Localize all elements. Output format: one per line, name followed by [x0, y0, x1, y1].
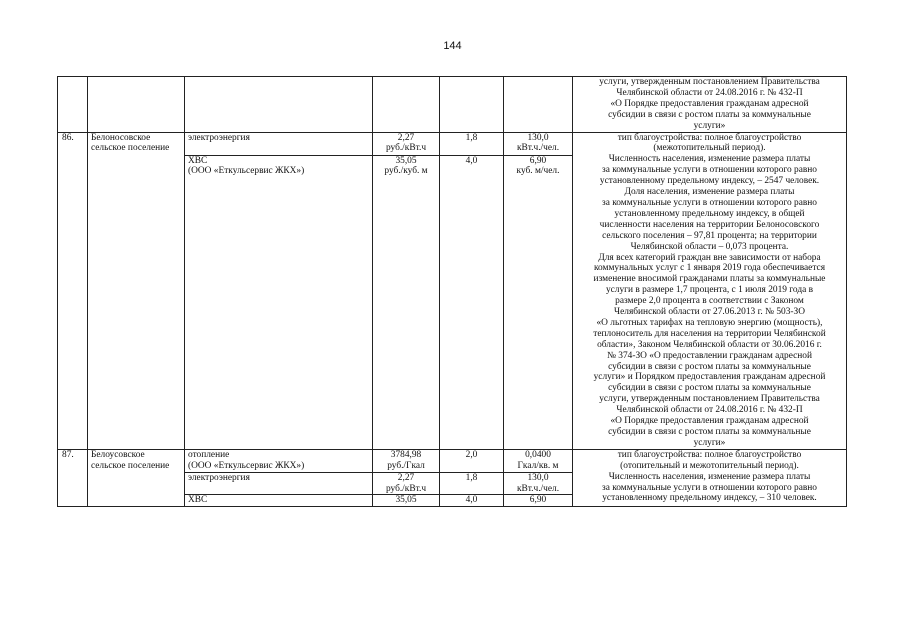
description-line: области», Законом Челябинской области от 30.06.2016 г.	[597, 339, 822, 350]
settlement-name-line: Белоусовское	[91, 449, 145, 460]
index-cell: 1,8	[440, 472, 504, 495]
description-line: услуги в размере 1,7 процента, с 1 июля 2019 года в	[605, 285, 814, 296]
index-cell: 2,0	[440, 449, 504, 472]
service-provider: (ООО «Еткульсервис ЖКХ»)	[188, 166, 305, 177]
settlement-name-line: сельское поселение	[91, 143, 170, 154]
tariff-cell	[373, 132, 440, 155]
description-cell	[573, 132, 847, 449]
description-line: субсидии в связи с ростом платы за коммунальные	[608, 383, 811, 394]
volume-cell	[504, 472, 573, 495]
description-line: за коммунальные услуги в отношении которого равно	[601, 165, 817, 176]
tariff-unit: руб./куб. м	[384, 166, 428, 177]
volume-value: 6,90	[529, 495, 547, 506]
description-line: (отопительный и межотопительный период).	[620, 460, 799, 471]
settlement-name-line: Белоносовское	[91, 132, 151, 143]
settlement-name-line: сельское поселение	[91, 460, 170, 471]
service-cell	[185, 77, 373, 133]
tariff-cell	[373, 472, 440, 495]
settlement-cell	[88, 449, 185, 507]
description-line: № 374-ЗО «О предоставлении гражданам адресной	[606, 350, 813, 361]
tariff-cell	[373, 77, 440, 133]
description-line: тип благоустройства: полное благоустройство	[617, 132, 802, 143]
volume-value: 6,90	[529, 155, 547, 166]
tariff-unit: руб./кВт.ч	[385, 143, 427, 154]
table-row	[58, 77, 847, 133]
description-line: изменение вносимой гражданами платы за коммунальные	[593, 274, 826, 285]
service-cell	[185, 155, 373, 449]
description-cell	[573, 77, 847, 133]
description-line: «О льготных тарифах на тепловую энергию (мощность),	[596, 317, 823, 328]
description-line: за коммунальные услуги в отношении которого равно	[601, 197, 817, 208]
row-number-cell	[58, 77, 88, 133]
description-line: за коммунальные услуги в отношении которого равно	[601, 482, 817, 493]
index-cell: 1,8	[440, 132, 504, 155]
description-line: коммунальных услуг с 1 января 2019 года обеспечивается	[593, 263, 826, 274]
table-row	[58, 449, 847, 472]
description-line: тип благоустройства: полное благоустройство	[617, 449, 802, 460]
description-line: Челябинской области от 24.08.2016 г. № 432-П	[616, 87, 803, 98]
volume-unit: кВт.ч./чел.	[516, 143, 560, 154]
volume-cell	[504, 449, 573, 472]
volume-value: 130,0	[527, 472, 549, 483]
description-line: услуги» и Порядком предоставления гражданам адресной	[593, 372, 826, 383]
description-line: услуги»	[693, 437, 726, 448]
description-line: установленному предельному индексу, – 310 человек.	[602, 493, 817, 504]
description-cell	[573, 449, 847, 507]
description-line: услуги»	[693, 120, 726, 131]
tariff-table	[57, 76, 847, 507]
description-line: «О Порядке предоставления гражданам адресной	[610, 98, 809, 109]
tariff-cell	[373, 449, 440, 472]
description-line: (межотопительный период).	[653, 143, 766, 154]
service-cell	[185, 132, 373, 155]
description-line: услуги, утвержденным постановлением Правительства	[599, 77, 820, 87]
description-line: теплоноситель для населения на территории Челябинской	[593, 328, 826, 339]
tariff-value: 35,05	[395, 495, 417, 506]
service-name: ХВС	[188, 155, 208, 166]
service-cell	[185, 472, 373, 495]
service-name: ХВС	[188, 495, 208, 506]
row-number-cell: 87.	[58, 449, 88, 507]
volume-cell	[504, 132, 573, 155]
tariff-unit: руб./Гкал	[387, 460, 425, 471]
service-provider: (ООО «Еткульсервис ЖКХ»)	[188, 460, 305, 471]
description-line: Численность населения, изменение размера платы	[608, 471, 811, 482]
index-cell: 4,0	[440, 155, 504, 449]
description-line: услуги, утвержденным постановлением Правительства	[599, 394, 820, 405]
service-name: электроэнергия	[188, 132, 250, 143]
service-cell	[185, 449, 373, 472]
volume-unit: Гкал/кв. м	[517, 460, 559, 471]
page-number: 144	[443, 40, 462, 52]
description-line: «О Порядке предоставления гражданам адресной	[610, 416, 809, 427]
table-row	[58, 132, 847, 155]
description-line: Численность населения, изменение размера платы	[608, 154, 811, 165]
settlement-cell	[88, 77, 185, 133]
description-line: сельского поселения – 97,81 процента; на территории	[602, 230, 817, 241]
tariff-value: 2,27	[397, 132, 415, 143]
description-line: субсидии в связи с ростом платы за коммунальные	[608, 427, 811, 437]
volume-unit: кВт.ч./чел.	[516, 483, 560, 494]
service-name: отопление	[188, 449, 230, 460]
description-line: установленному предельному индексу, – 2547 человек.	[599, 176, 820, 187]
description-line: субсидии в связи с ростом платы за коммунальные	[608, 361, 811, 372]
volume-cell	[504, 77, 573, 133]
tariff-unit: руб./кВт.ч	[385, 483, 427, 494]
description-line: Для всех категорий граждан вне зависимости от набора	[598, 252, 821, 263]
description-line: размере 2,0 процента в соответствии с Законом	[615, 296, 804, 307]
tariff-value: 2,27	[397, 472, 415, 483]
description-line: Челябинской области от 24.08.2016 г. № 432-П	[616, 405, 803, 416]
volume-cell	[504, 495, 573, 507]
tariff-value: 35,05	[395, 155, 417, 166]
settlement-cell	[88, 132, 185, 449]
service-cell	[185, 495, 373, 507]
description-line: установленному предельному индексу, в общей	[614, 208, 805, 219]
volume-unit: куб. м/чел.	[516, 166, 560, 177]
tariff-cell	[373, 155, 440, 449]
service-name: электроэнергия	[188, 472, 250, 483]
tariff-cell	[373, 495, 440, 507]
description-line: субсидии в связи с ростом платы за коммунальные	[608, 109, 811, 120]
description-line: Доля населения, изменение размера платы	[624, 187, 795, 198]
row-number-cell: 86.	[58, 132, 88, 449]
description-line: Челябинской области – 0,073 процента.	[630, 241, 789, 252]
index-cell	[440, 77, 504, 133]
tariff-value: 3784,98	[390, 449, 422, 460]
volume-cell	[504, 155, 573, 449]
volume-value: 0,0400	[525, 449, 551, 460]
volume-value: 130,0	[527, 132, 549, 143]
description-line: численности населения на территории Белоносовского	[599, 219, 820, 230]
description-line: Челябинской области от 27.06.2013 г. № 503-ЗО	[614, 307, 805, 318]
index-cell: 4,0	[440, 495, 504, 507]
